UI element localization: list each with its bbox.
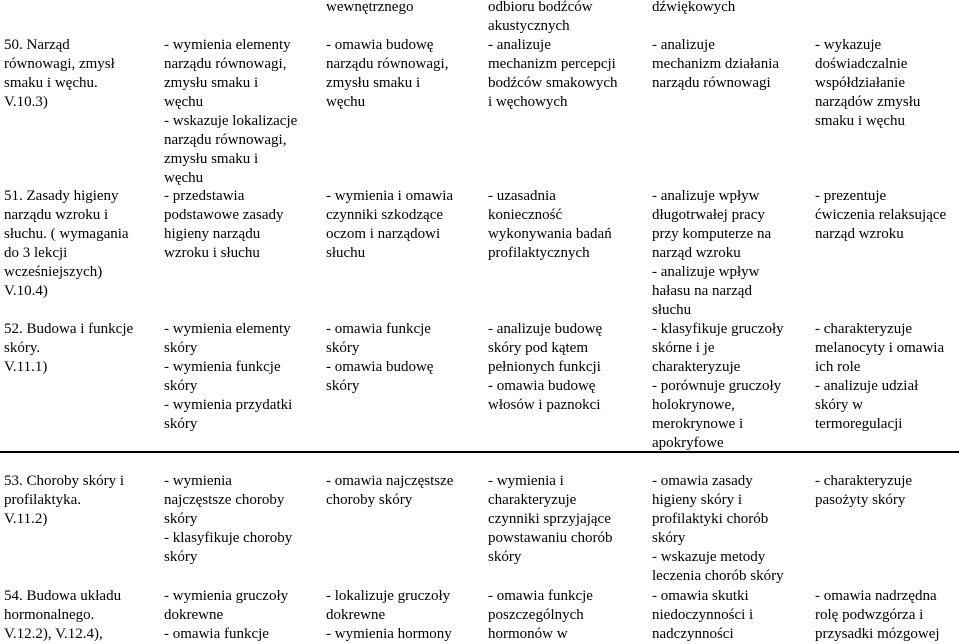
cell-requirements-1: - wymienia najczęstsze choroby skóry - klasyfikuje choroby skóry <box>164 473 293 565</box>
cell-requirements-1: - wymienia gruczoły dokrewne - omawia funkcje <box>164 588 289 642</box>
cell-requirements-4: - analizuje mechanizm działania narządu równowagi <box>652 37 780 91</box>
cell-requirements-3: - omawia funkcje poszczególnych hormonów w <box>488 588 593 642</box>
cell-requirements-5: - prezentuje ćwiczenia relaksujące narząd wzroku <box>815 188 947 242</box>
cell-requirements-1: - przedstawia podstawowe zasady higieny narządu wzroku i słuchu <box>164 188 284 261</box>
cell-requirements-4: - omawia skutki niedoczynności i nadczynności <box>652 588 754 642</box>
cell-requirements-4: - klasyfikuje gruczoły skórne i je charakteryzuje - porównuje gruczoły holokrynowe, merokrynowe i apokryfowe <box>652 321 784 451</box>
cell-topic: 52. Budowa i funkcje skóry. V.11.1) <box>4 321 134 375</box>
cell-topic: 51. Zasady higieny narządu wzroku i słuchu. ( wymagania do 3 lekcji wcześniejszych) V.10.4) <box>4 188 129 299</box>
cell-requirements-5: - charakteryzuje melanocyty i omawia ich role - analizuje udział skóry w termoregulacji <box>815 321 945 432</box>
cell-requirements-3: - analizuje mechanizm percepcji bodźców smakowych i węchowych <box>488 37 618 110</box>
cell-requirements-4: - analizuje wpływ długotrwałej pracy przy komputerze na narząd wzroku - analizuje wpływ hałasu na narząd słuchu <box>652 188 772 318</box>
page-break-divider <box>0 451 959 453</box>
cell-requirements-2: - wymienia i omawia czynniki szkodzące oczom i narządowi słuchu <box>326 188 454 261</box>
cell-topic: 54. Budowa układu hormonalnego. V.12.2), V.12.4), <box>4 588 122 642</box>
cell-requirements-3: - analizuje budowę skóry pod kątem pełnionych funkcji - omawia budowę włosów i paznokci <box>488 321 603 413</box>
cell-topic: 50. Narząd równowagi, zmysł smaku i węchu. V.10.3) <box>4 37 115 110</box>
cell-top-fragment-2: wewnętrznego <box>326 0 414 15</box>
cell-requirements-3: - uzasadnia konieczność wykonywania badań profilaktycznych <box>488 188 612 261</box>
cell-requirements-1: - wymienia elementy narządu równowagi, zmysłu smaku i węchu - wskazuje lokalizacje narządu równowagi, zmysłu smaku i węchu <box>164 37 298 186</box>
cell-requirements-4: - omawia zasady higieny skóry i profilaktyki chorób skóry - wskazuje metody leczenia chorób skóry <box>652 473 784 584</box>
cell-requirements-3: - wymienia i charakteryzuje czynniki sprzyjające powstawaniu chorób skóry <box>488 473 613 565</box>
cell-requirements-5: - wykazuje doświadczalnie współdziałanie narządów zmysłu smaku i węchu <box>815 37 921 129</box>
cell-top-fragment-3: odbioru bodźców akustycznych <box>488 0 593 34</box>
cell-top-fragment-4: dźwiękowych <box>652 0 736 15</box>
cell-requirements-1: - wymienia elementy skóry - wymienia funkcje skóry - wymienia przydatki skóry <box>164 321 293 432</box>
cell-requirements-2: - omawia funkcje skóry - omawia budowę skóry <box>326 321 434 394</box>
cell-topic: 53. Choroby skóry i profilaktyka. V.11.2) <box>4 473 124 527</box>
cell-requirements-5: - omawia nadrzędna rolę podwzgórza i przysadki mózgowej <box>815 588 940 642</box>
cell-requirements-2: - omawia najczęstsze choroby skóry <box>326 473 454 508</box>
cell-requirements-5: - charakteryzuje pasożyty skóry <box>815 473 913 508</box>
cell-requirements-2: - lokalizuje gruczoły dokrewne - wymienia hormony <box>326 588 452 642</box>
cell-requirements-2: - omawia budowę narządu równowagi, zmysłu smaku i węchu <box>326 37 449 110</box>
